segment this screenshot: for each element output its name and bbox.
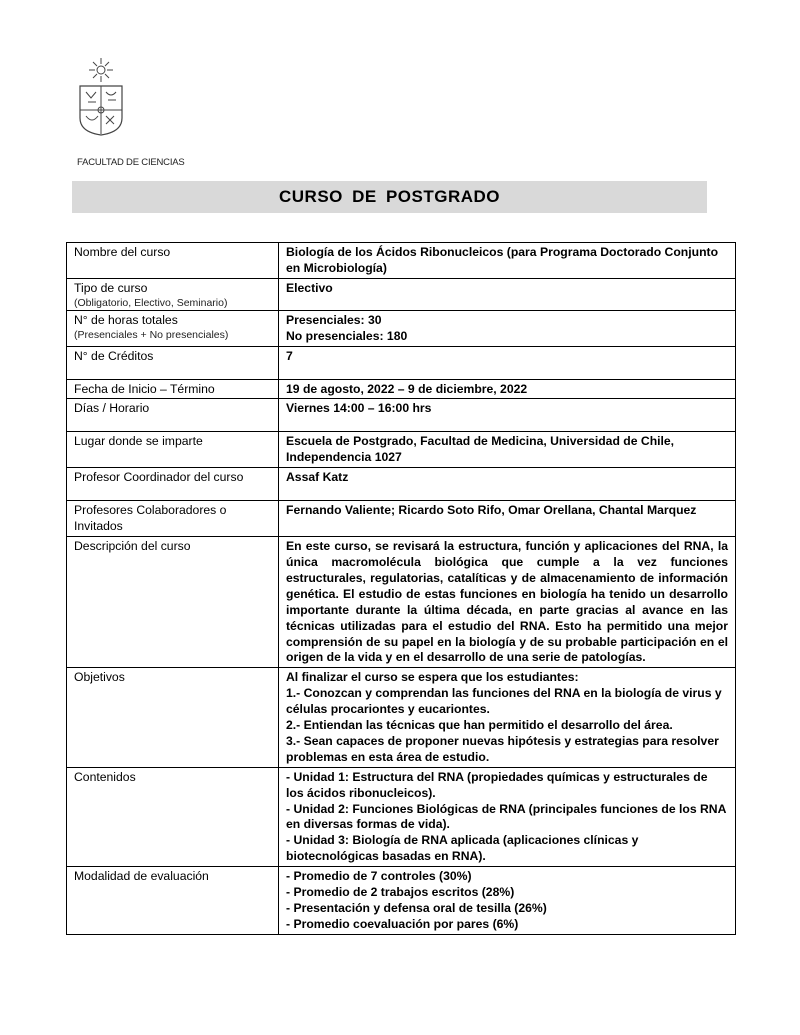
list-item: 1.- Conozcan y comprendan las funciones del RNA en la biología de virus y células procariontes y eucariontes. [286,686,722,717]
table-row [67,379,736,399]
value-horario: Viernes 14:00 – 16:00 hrs [279,399,736,432]
value-fecha: 19 de agosto, 2022 – 9 de diciembre, 2022 [279,379,736,399]
table-row [67,501,736,537]
value-objetivos-cell [279,668,736,767]
label-coordinador: Profesor Coordinador del curso [67,468,279,501]
list-item: 2.- Entiendan las técnicas que han permitido el desarrollo del área. [286,718,673,733]
label-horario: Días / Horario [67,399,279,432]
label-tipo-cell [67,278,279,310]
value-coordinador: Assaf Katz [279,468,736,501]
value-horas-presenciales: Presenciales: 30 [286,312,382,327]
university-seal-icon [76,56,126,136]
table-row [67,243,736,279]
faculty-name: FACULTAD DE CIENCIAS [77,157,185,168]
list-item: - Unidad 1: Estructura del RNA (propiedades químicas y estructurales de los ácidos ribonucleicos). [286,769,708,800]
list-item: 3.- Sean capaces de proponer nuevas hipótesis y estrategias para resolver problemas en esta área de estudio. [286,733,719,764]
list-item: - Promedio de 2 trabajos escritos (28%) [286,885,515,900]
value-horas-no-presenciales: No presenciales: 180 [286,328,408,343]
label-colaboradores: Profesores Colaboradores o Invitados [67,501,279,537]
table-row [67,867,736,935]
value-nombre: Biología de los Ácidos Ribonucleicos (para Programa Doctorado Conjunto en Microbiología) [279,243,736,279]
label-objetivos: Objetivos [67,668,279,767]
table-row [67,668,736,767]
value-lugar: Escuela de Postgrado, Facultad de Medicina, Universidad de Chile, Independencia 1027 [279,432,736,468]
title-bar [72,181,707,213]
value-colaboradores: Fernando Valiente; Ricardo Soto Rifo, Omar Orellana, Chantal Marquez [279,501,736,537]
objetivos-intro: Al finalizar el curso se espera que los estudiantes: [286,670,579,685]
table-row [67,399,736,432]
table-row [67,278,736,310]
value-horas-cell [279,310,736,346]
label-descripcion: Descripción del curso [67,537,279,668]
label-nombre: Nombre del curso [67,243,279,279]
list-item: - Promedio de 7 controles (30%) [286,869,472,884]
label-creditos: N° de Créditos [67,346,279,379]
table-row [67,468,736,501]
list-item: - Promedio coevaluación por pares (6%) [286,916,519,931]
table-row [67,346,736,379]
label-contenidos: Contenidos [67,767,279,866]
page-title: CURSO DE POSTGRADO [278,187,501,206]
table-row [67,432,736,468]
value-descripcion: En este curso, se revisará la estructura, función y aplicaciones del RNA, la única macromolécula biológica que cumple a la vez funciones estructurales, regulatorias, catalíticas y de almacenamiento de información genética. El estudio de estas funciones en biología ha tenido un desarrollo importante durante la última década, en parte gracias al avance en las técnicas utilizadas para el estudio del RNA. Esto ha permitido una mejor comprensión de su papel en la biología y de su probable participación en el origen de la vida y en el desarrollo de una serie de patologías. [279,537,736,668]
table-row [67,537,736,668]
list-item: - Presentación y defensa oral de tesilla (26%) [286,901,547,915]
sublabel-horas: (Presenciales + No presenciales) [74,328,229,341]
label-fecha: Fecha de Inicio – Término [67,379,279,399]
label-evaluacion: Modalidad de evaluación [67,867,279,935]
table-row [67,767,736,866]
label-tipo: Tipo de curso [74,280,148,295]
value-tipo: Electivo [279,278,736,310]
value-evaluacion-cell [279,867,736,935]
label-horas: N° de horas totales [74,312,178,327]
list-item: - Unidad 3: Biología de RNA aplicada (aplicaciones clínicas y biotecnológicas basadas en RNA). [286,833,639,864]
list-item: - Unidad 2: Funciones Biológicas de RNA (principales funciones de los RNA en diversas formas de vida). [286,801,726,832]
label-lugar: Lugar donde se imparte [67,432,279,468]
table-row [67,310,736,346]
sublabel-tipo: (Obligatorio, Electivo, Seminario) [74,296,228,309]
value-contenidos-cell [279,767,736,866]
course-table [66,242,736,935]
label-horas-cell [67,310,279,346]
value-creditos: 7 [279,346,736,379]
